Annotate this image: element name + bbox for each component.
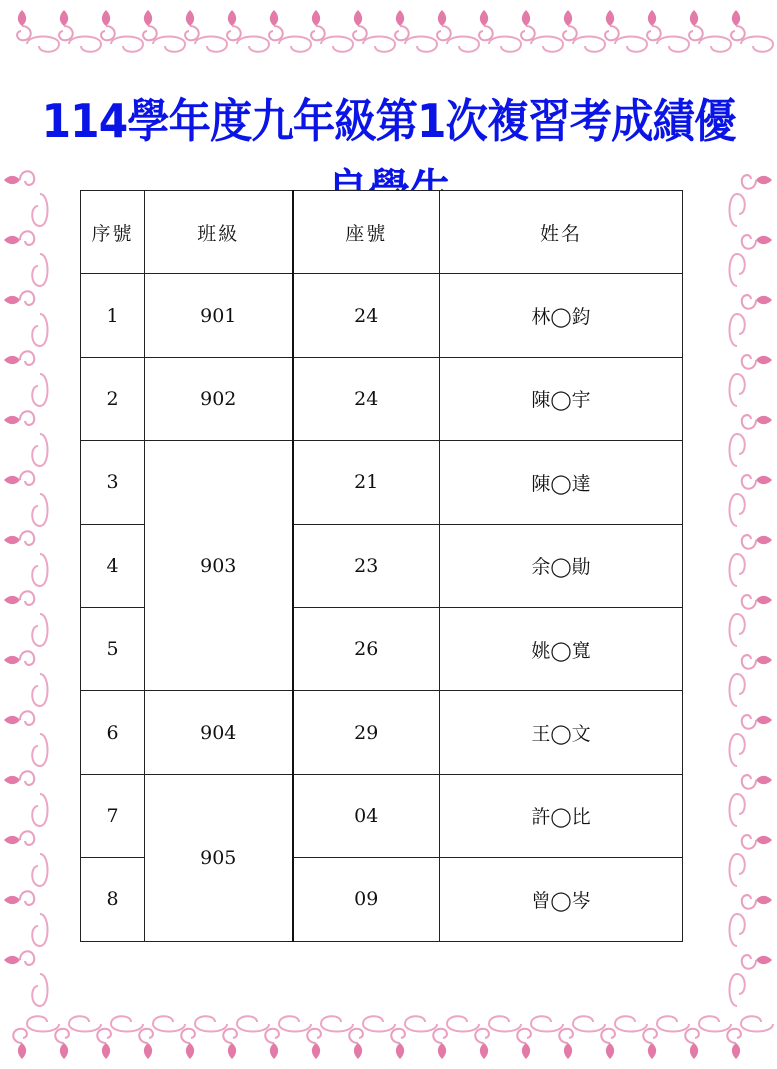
- border-ornament: [601, 1029, 615, 1059]
- border-swirl: [321, 1016, 353, 1031]
- border-ornament: [4, 531, 34, 545]
- border-swirl: [363, 1016, 395, 1031]
- border-swirl: [279, 1016, 311, 1031]
- border-ornament: [269, 10, 283, 40]
- border-ornament: [4, 831, 34, 845]
- border-swirl: [730, 974, 745, 1006]
- border-ornament: [742, 715, 772, 729]
- border-swirl: [32, 854, 47, 886]
- cell-seat: 09: [293, 858, 440, 941]
- border-ornament: [433, 1029, 447, 1059]
- border-swirl: [32, 254, 47, 286]
- border-swirl: [405, 37, 437, 52]
- border-swirl: [447, 37, 479, 52]
- border-ornament: [479, 10, 493, 40]
- cell-seq: 2: [81, 357, 145, 440]
- border-swirl: [615, 37, 647, 52]
- border-swirl: [32, 974, 47, 1006]
- border-swirl: [657, 1016, 689, 1031]
- border-swirl: [32, 794, 47, 826]
- border-swirl: [730, 734, 745, 766]
- table-row: [81, 691, 683, 774]
- border-swirl: [489, 1016, 521, 1031]
- cell-name: 余◯勛: [440, 524, 683, 607]
- border-ornament: [311, 10, 325, 40]
- border-ornament: [517, 1029, 531, 1059]
- cell-name: 曾◯岑: [440, 858, 683, 941]
- border-swirl: [730, 194, 745, 226]
- border-ornament: [685, 1029, 699, 1059]
- table-row: [81, 357, 683, 440]
- border-ornament: [395, 10, 409, 40]
- cell-name: 姚◯寬: [440, 607, 683, 690]
- border-swirl: [730, 854, 745, 886]
- border-swirl: [32, 554, 47, 586]
- border-swirl: [32, 314, 47, 346]
- header-seat: 座號: [293, 191, 440, 274]
- border-swirl: [730, 794, 745, 826]
- border-ornament: [742, 775, 772, 789]
- border-ornament: [742, 235, 772, 249]
- honor-roll-table: [80, 190, 683, 942]
- cell-seat: 26: [293, 607, 440, 690]
- table-row: [81, 274, 683, 357]
- border-ornament: [742, 295, 772, 309]
- border-swirl: [32, 434, 47, 466]
- border-ornament: [742, 175, 772, 189]
- border-swirl: [699, 1016, 731, 1031]
- border-swirl: [405, 1016, 437, 1031]
- border-ornament: [4, 711, 34, 725]
- cell-seq: 7: [81, 774, 145, 857]
- cell-name: 王◯文: [440, 691, 683, 774]
- cell-seat: 29: [293, 691, 440, 774]
- border-swirl: [730, 554, 745, 586]
- border-swirl: [153, 37, 185, 52]
- border-ornament: [4, 651, 34, 665]
- border-ornament: [181, 1029, 195, 1059]
- border-ornament: [605, 10, 619, 40]
- border-ornament: [559, 1029, 573, 1059]
- cell-class: 901: [145, 274, 293, 357]
- border-swirl: [573, 1016, 605, 1031]
- cell-seq: 6: [81, 691, 145, 774]
- border-swirl: [32, 914, 47, 946]
- border-ornament: [742, 895, 772, 909]
- border-swirl: [111, 1016, 143, 1031]
- border-ornament: [97, 1029, 111, 1059]
- border-swirl: [32, 734, 47, 766]
- cell-name: 許◯比: [440, 774, 683, 857]
- border-swirl: [531, 1016, 563, 1031]
- border-swirl: [153, 1016, 185, 1031]
- table-row: [81, 441, 683, 524]
- cell-seat: 24: [293, 274, 440, 357]
- border-swirl: [730, 914, 745, 946]
- border-ornament: [4, 771, 34, 785]
- border-ornament: [689, 10, 703, 40]
- border-swirl: [730, 254, 745, 286]
- border-ornament: [101, 10, 115, 40]
- border-ornament: [647, 10, 661, 40]
- border-swirl: [69, 37, 101, 52]
- border-ornament: [742, 535, 772, 549]
- border-swirl: [741, 37, 773, 52]
- border-swirl: [32, 194, 47, 226]
- border-ornament: [563, 10, 577, 40]
- border-ornament: [4, 591, 34, 605]
- cell-class: 902: [145, 357, 293, 440]
- border-swirl: [195, 37, 227, 52]
- border-ornament: [185, 10, 199, 40]
- border-ornament: [731, 10, 745, 40]
- border-ornament: [13, 1029, 27, 1059]
- border-swirl: [363, 37, 395, 52]
- border-ornament: [353, 10, 367, 40]
- border-swirl: [730, 614, 745, 646]
- border-ornament: [742, 415, 772, 429]
- border-ornament: [475, 1029, 489, 1059]
- border-ornament: [742, 595, 772, 609]
- border-ornament: [742, 655, 772, 669]
- cell-name: 林◯鈞: [440, 274, 683, 357]
- cell-name: 陳◯宇: [440, 357, 683, 440]
- border-ornament: [4, 291, 34, 305]
- border-ornament: [265, 1029, 279, 1059]
- border-swirl: [237, 37, 269, 52]
- cell-seq: 4: [81, 524, 145, 607]
- page-title: 114學年度九年級第1次複習考成績優: [41, 94, 736, 148]
- border-ornament: [4, 471, 34, 485]
- border-ornament: [521, 10, 535, 40]
- border-swirl: [730, 674, 745, 706]
- border-ornament: [143, 10, 157, 40]
- cell-seq: 1: [81, 274, 145, 357]
- border-ornament: [742, 835, 772, 849]
- border-ornament: [227, 10, 241, 40]
- border-ornament: [391, 1029, 405, 1059]
- border-ornament: [742, 955, 772, 969]
- cell-class: 904: [145, 691, 293, 774]
- border-ornament: [349, 1029, 363, 1059]
- border-ornament: [4, 351, 34, 365]
- border-swirl: [111, 37, 143, 52]
- border-ornament: [4, 171, 34, 185]
- border-swirl: [279, 37, 311, 52]
- border-swirl: [573, 37, 605, 52]
- border-swirl: [730, 434, 745, 466]
- border-ornament: [437, 10, 451, 40]
- table-row: [81, 774, 683, 857]
- cell-name: 陳◯達: [440, 441, 683, 524]
- border-ornament: [4, 951, 34, 965]
- border-swirl: [447, 1016, 479, 1031]
- cell-seq: 5: [81, 607, 145, 690]
- border-ornament: [742, 355, 772, 369]
- border-ornament: [139, 1029, 153, 1059]
- border-swirl: [730, 374, 745, 406]
- border-swirl: [699, 37, 731, 52]
- border-swirl: [237, 1016, 269, 1031]
- border-swirl: [69, 1016, 101, 1031]
- border-swirl: [27, 37, 59, 52]
- border-swirl: [195, 1016, 227, 1031]
- border-swirl: [657, 37, 689, 52]
- cell-seq: 3: [81, 441, 145, 524]
- table-header-row: [81, 191, 683, 274]
- border-swirl: [32, 614, 47, 646]
- cell-seat: 23: [293, 524, 440, 607]
- cell-seat: 04: [293, 774, 440, 857]
- border-ornament: [742, 475, 772, 489]
- border-swirl: [615, 1016, 647, 1031]
- border-swirl: [32, 494, 47, 526]
- cell-class: 903: [145, 441, 293, 691]
- border-swirl: [32, 674, 47, 706]
- cell-seat: 21: [293, 441, 440, 524]
- border-swirl: [741, 1016, 773, 1031]
- header-seq: 序號: [81, 191, 145, 274]
- border-swirl: [321, 37, 353, 52]
- border-swirl: [531, 37, 563, 52]
- border-swirl: [730, 314, 745, 346]
- border-swirl: [32, 374, 47, 406]
- border-swirl: [27, 1016, 59, 1031]
- border-ornament: [59, 10, 73, 40]
- border-ornament: [4, 891, 34, 905]
- cell-seat: 24: [293, 357, 440, 440]
- border-ornament: [17, 10, 31, 40]
- header-name: 姓名: [440, 191, 683, 274]
- border-ornament: [55, 1029, 69, 1059]
- border-ornament: [223, 1029, 237, 1059]
- header-class: 班級: [145, 191, 293, 274]
- border-swirl: [489, 37, 521, 52]
- border-ornament: [307, 1029, 321, 1059]
- cell-seq: 8: [81, 858, 145, 941]
- cell-class: 905: [145, 774, 293, 941]
- border-ornament: [643, 1029, 657, 1059]
- border-ornament: [4, 231, 34, 245]
- border-ornament: [4, 411, 34, 425]
- border-swirl: [730, 494, 745, 526]
- border-ornament: [727, 1029, 741, 1059]
